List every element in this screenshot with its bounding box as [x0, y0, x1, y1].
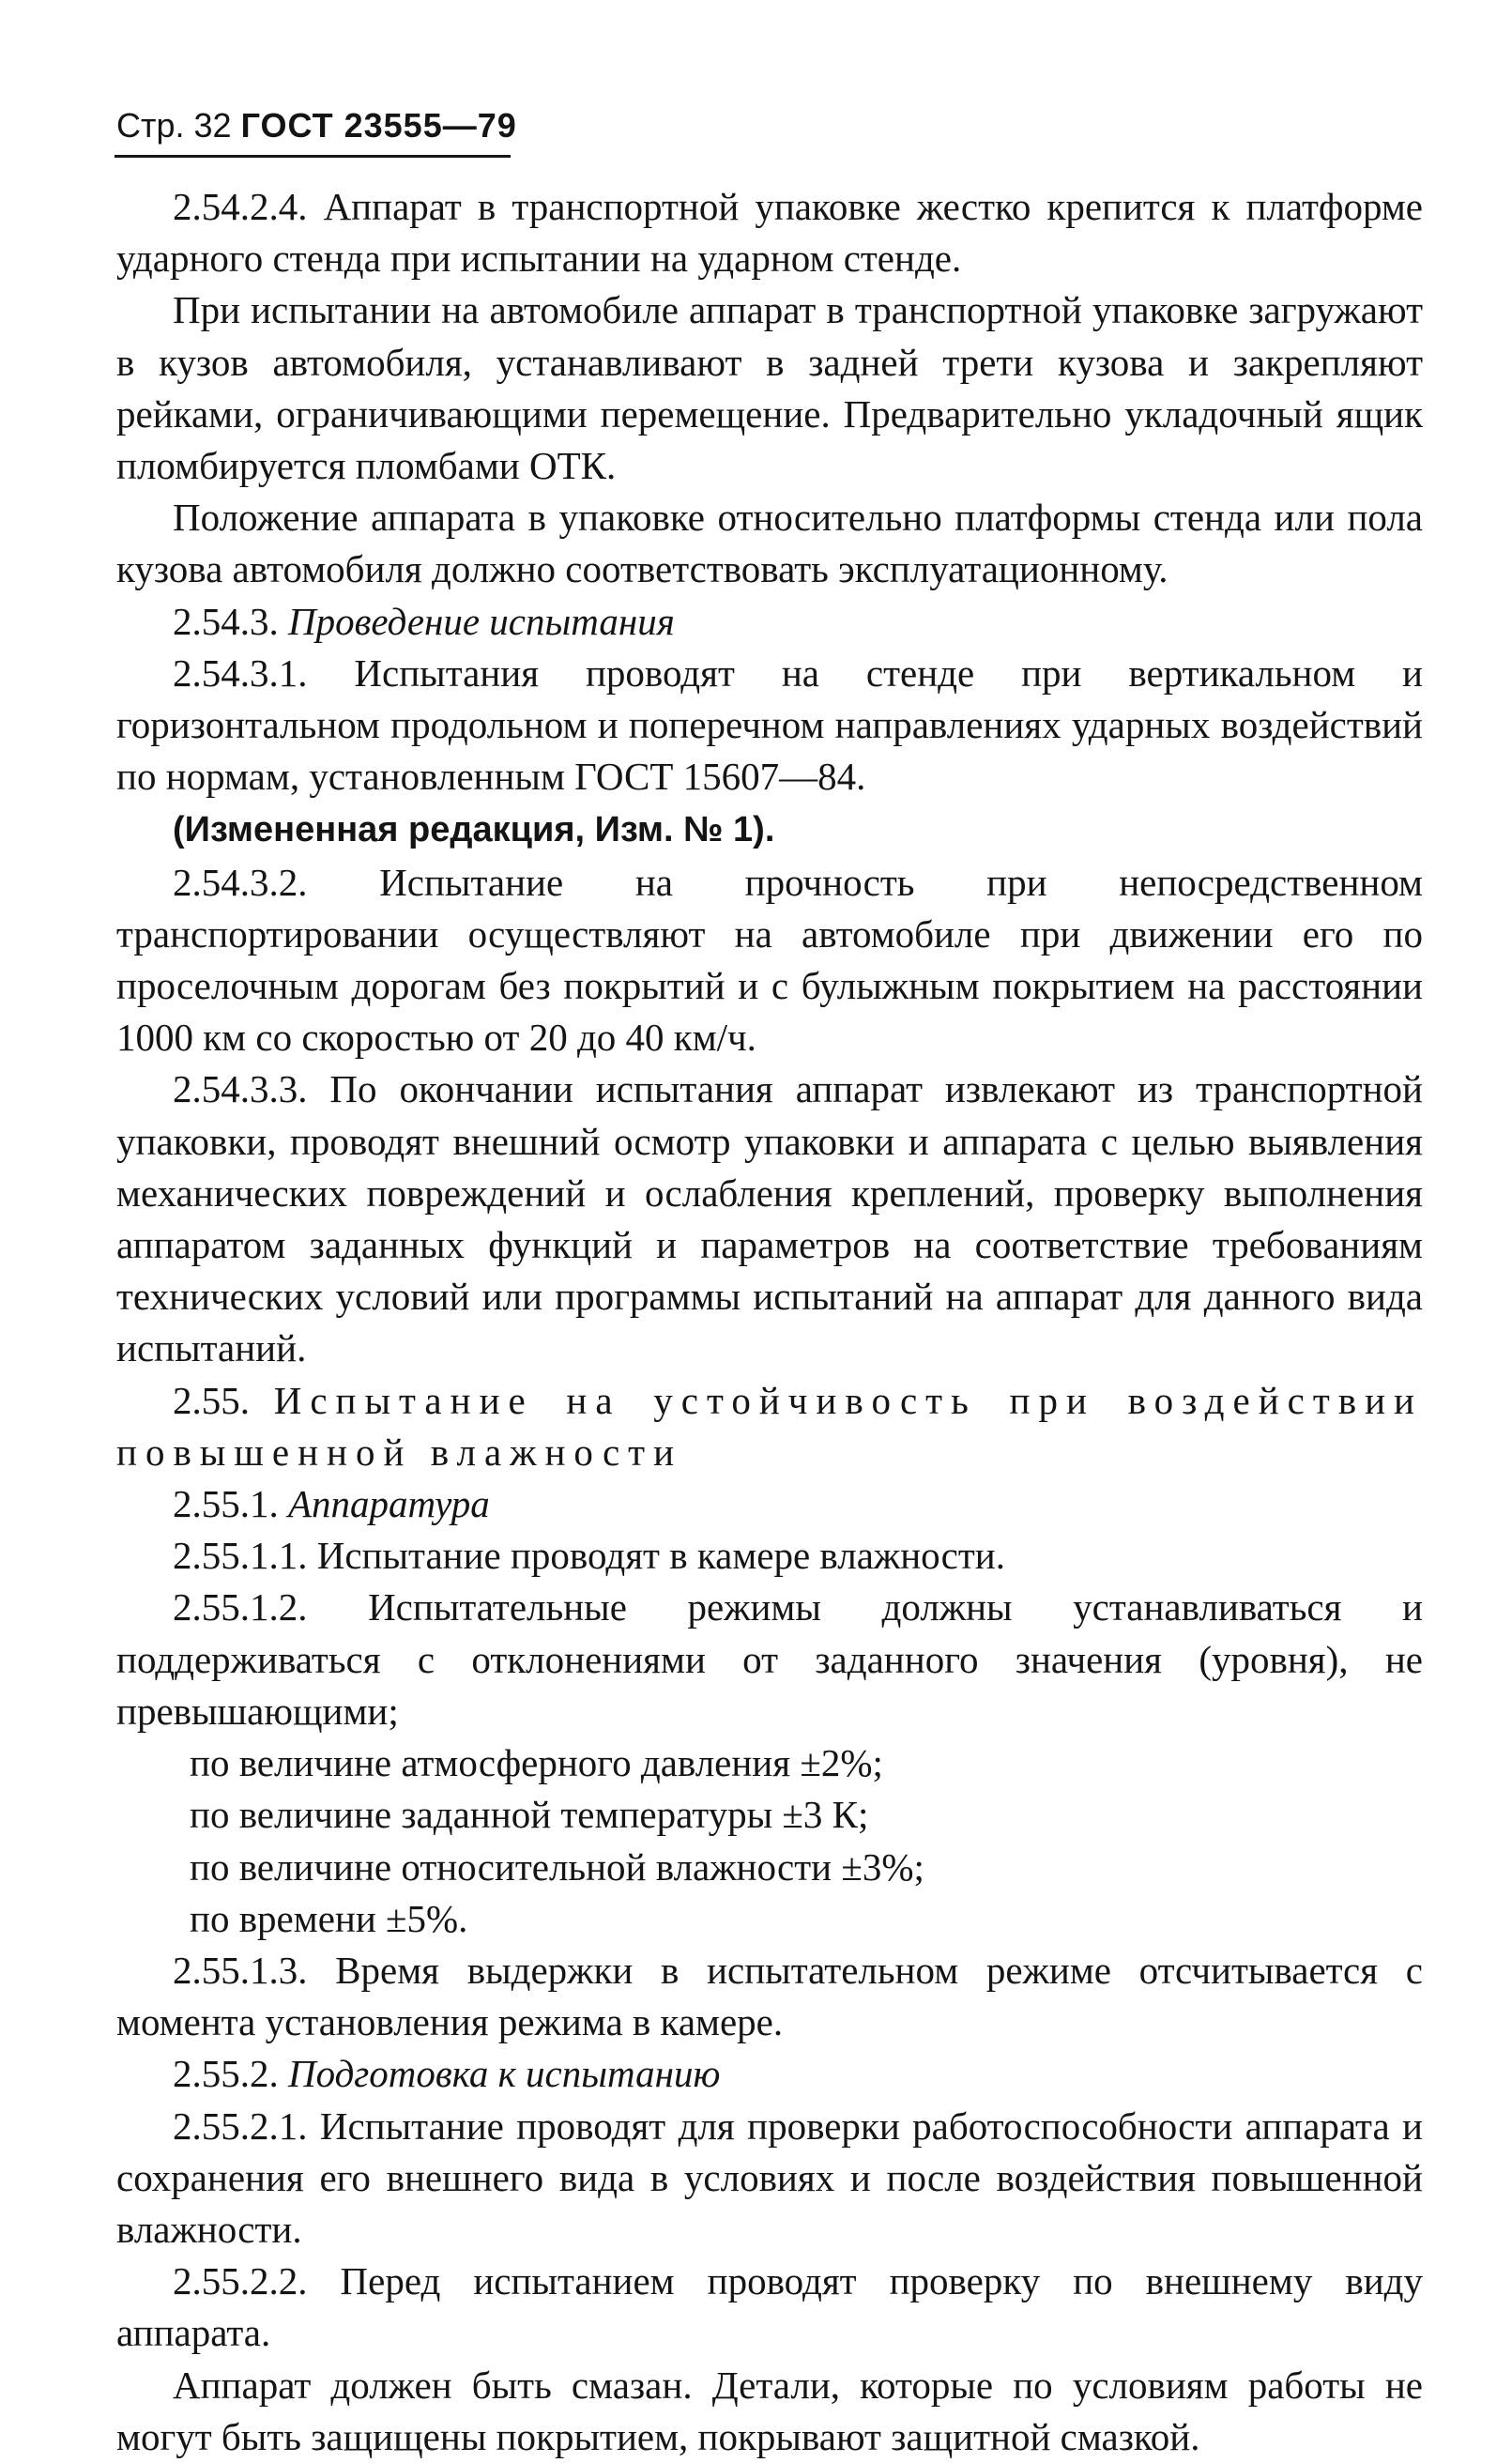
page-number: Стр. 32 — [116, 106, 232, 145]
paragraph: При испытании на автомобиле аппарат в транспортной упаковке загружают в кузов автомобиля, устанавливают в задней трети кузова и закрепляют рейками, ограничивающими перемещение. Предварительно укладочный ящик пломбируется пломбами ОТК. — [116, 288, 1423, 488]
paragraph — [116, 2048, 1423, 2100]
paragraph: 2.55.2.2. Перед испытанием проводят проверку по внешнему виду аппарата. — [116, 2259, 1423, 2355]
section-heading: Проведение испытания — [288, 599, 675, 643]
paragraph — [116, 1375, 1423, 1478]
paragraph — [116, 803, 1423, 856]
emphasis-text: Испытание на устойчивость при воздействии повышенной влажности — [116, 1378, 1423, 1474]
paragraph: Положение аппарата в упаковке относительно платформы стенда или пола кузова автомобиля должно соответствовать эксплуатационному. — [116, 496, 1423, 591]
page-header — [116, 105, 517, 146]
document-body — [116, 181, 1423, 2463]
section-number: 2.54.3. — [173, 599, 288, 643]
paragraph: по величине атмосферного давления ±2%; — [190, 1741, 883, 1785]
paragraph: 2.55.2.1. Испытание проводят для проверки работоспособности аппарата и сохранения его внешнего вида в условиях и после воздействия повышенной влажности. — [116, 2103, 1423, 2251]
standard-designation: ГОСТ 23555—79 — [240, 106, 517, 145]
section-number: 2.55. — [173, 1378, 274, 1422]
paragraph: 2.54.3.2. Испытание на прочность при непосредственном транспортировании осуществляют на автомобиле при движении его по проселочным дорогам без покрытий и с булыжным покрытием на расстоянии 1000 км со скоростью от 20 до 40 км/ч. — [116, 860, 1423, 1060]
section-heading: Подготовка к испытанию — [288, 2052, 721, 2096]
emphasis-text: (Измененная редакция, Изм. № 1). — [173, 810, 775, 850]
paragraph: 2.55.1.1. Испытание проводят в камере влажности. — [173, 1534, 1005, 1578]
paragraph: по величине относительной влажности ±3%; — [190, 1844, 924, 1889]
paragraph: по величине заданной температуры ±3 К; — [190, 1793, 869, 1837]
paragraph: 2.55.1.2. Испытательные режимы должны устанавливаться и поддерживаться с отклонениями от заданного значения (уровня), не превышающими; — [116, 1585, 1423, 1733]
paragraph: 2.54.3.3. По окончании испытания аппарат извлекают из транспортной упаковки, проводят внешний осмотр упаковки и аппарата с целью выявления механических повреждений и ослабления креплений, проверку выполнения аппаратом заданных функций и параметров на соответствие требованиям технических условий или программы испытаний на аппарат для данного вида испытаний. — [116, 1067, 1423, 1370]
paragraph — [116, 1478, 1423, 1530]
section-number: 2.55.1. — [173, 1482, 288, 1526]
section-number: 2.55.2. — [173, 2052, 288, 2096]
paragraph: 2.54.2.4. Аппарат в транспортной упаковке жестко крепится к платформе ударного стенда при испытании на ударном стенде. — [116, 185, 1423, 281]
paragraph — [116, 596, 1423, 648]
paragraph: по времени ±5%. — [190, 1896, 468, 1940]
paragraph: Аппарат должен быть смазан. Детали, которые по условиям работы не могут быть защищены покрытием, покрывают защитной смазкой. — [116, 2363, 1423, 2458]
section-heading: Аппаратура — [288, 1482, 490, 1526]
paragraph: 2.54.3.1. Испытания проводят на стенде при вертикальном и горизонтальном продольном и поперечном направлениях ударных воздействий по нормам, установленным ГОСТ 15607—84. — [116, 650, 1423, 799]
header-rule — [115, 155, 511, 158]
paragraph: 2.55.1.3. Время выдержки в испытательном режиме отсчитывается с момента установления режима в камере. — [116, 1948, 1423, 2044]
